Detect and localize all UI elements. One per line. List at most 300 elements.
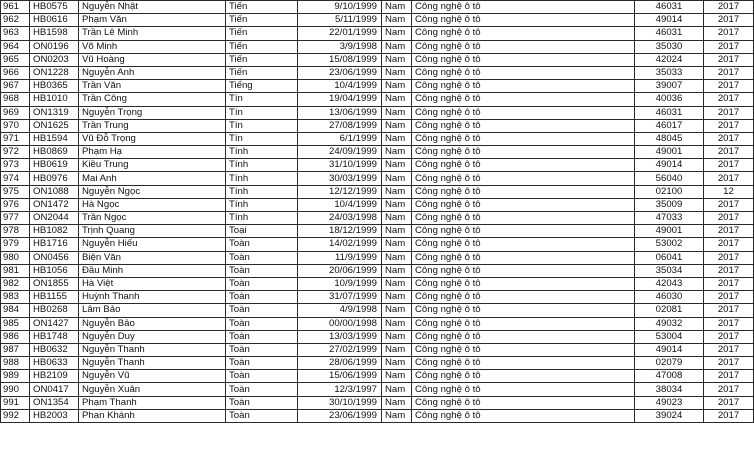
major-cell: Công nghệ ô tô [412,343,635,356]
birth-date-cell: 20/06/1999 [298,264,382,277]
year-cell: 2017 [704,1,754,14]
student-code-cell: HB0365 [30,80,79,93]
first-name-cell: Toàn [226,409,298,422]
table-row [1,80,754,93]
first-name-cell: Tiến [226,66,298,79]
year-cell: 2017 [704,251,754,264]
last-middle-name-cell: Nguyễn Vũ [79,370,226,383]
student-code-cell: ON2044 [30,212,79,225]
gender-cell: Nam [382,264,412,277]
table-row [1,225,754,238]
table-row [1,27,754,40]
table-row [1,93,754,106]
last-middle-name-cell: Hà Ngọc [79,198,226,211]
year-cell: 2017 [704,14,754,27]
row-number-cell: 984 [1,304,30,317]
birth-date-cell: 15/06/1999 [298,370,382,383]
birth-date-cell: 24/09/1999 [298,146,382,159]
year-cell: 2017 [704,238,754,251]
student-code-cell: HB1598 [30,27,79,40]
table-row [1,357,754,370]
birth-date-cell: 13/06/1999 [298,106,382,119]
gender-cell: Nam [382,146,412,159]
table-row [1,146,754,159]
student-code-cell: ON1354 [30,396,79,409]
year-cell: 2017 [704,159,754,172]
year-cell: 2017 [704,212,754,225]
table-row [1,251,754,264]
school-code-cell: 46031 [635,1,704,14]
birth-date-cell: 5/11/1999 [298,14,382,27]
first-name-cell: Tiến [226,14,298,27]
major-cell: Công nghệ ô tô [412,14,635,27]
school-code-cell: 47008 [635,370,704,383]
table-row [1,172,754,185]
birth-date-cell: 28/06/1999 [298,357,382,370]
year-cell: 2017 [704,66,754,79]
school-code-cell: 49023 [635,396,704,409]
table-row [1,132,754,145]
table-row [1,238,754,251]
year-cell: 2017 [704,330,754,343]
first-name-cell: Toại [226,225,298,238]
school-code-cell: 49014 [635,343,704,356]
first-name-cell: Toàn [226,291,298,304]
school-code-cell: 49014 [635,14,704,27]
year-cell: 2017 [704,106,754,119]
last-middle-name-cell: Trịnh Quang [79,225,226,238]
major-cell: Công nghệ ô tô [412,159,635,172]
gender-cell: Nam [382,132,412,145]
year-cell: 2017 [704,383,754,396]
table-row [1,330,754,343]
last-middle-name-cell: Biện Văn [79,251,226,264]
school-code-cell: 46031 [635,106,704,119]
school-code-cell: 48045 [635,132,704,145]
table-row [1,1,754,14]
table-row [1,370,754,383]
school-code-cell: 35034 [635,264,704,277]
year-cell: 2017 [704,53,754,66]
year-cell: 2017 [704,40,754,53]
student-code-cell: HB1155 [30,291,79,304]
school-code-cell: 38034 [635,383,704,396]
row-number-cell: 972 [1,146,30,159]
gender-cell: Nam [382,277,412,290]
birth-date-cell: 27/08/1999 [298,119,382,132]
row-number-cell: 964 [1,40,30,53]
year-cell: 2017 [704,119,754,132]
first-name-cell: Tín [226,132,298,145]
student-code-cell: HB2109 [30,370,79,383]
last-middle-name-cell: Huỳnh Thanh [79,291,226,304]
last-middle-name-cell: Kiều Trung [79,159,226,172]
first-name-cell: Tiến [226,40,298,53]
major-cell: Công nghệ ô tô [412,317,635,330]
major-cell: Công nghệ ô tô [412,238,635,251]
school-code-cell: 46017 [635,119,704,132]
row-number-cell: 983 [1,291,30,304]
student-code-cell: ON0417 [30,383,79,396]
student-code-cell: HB2003 [30,409,79,422]
year-cell: 2017 [704,264,754,277]
gender-cell: Nam [382,409,412,422]
table-row [1,106,754,119]
birth-date-cell: 30/10/1999 [298,396,382,409]
birth-date-cell: 4/9/1998 [298,304,382,317]
row-number-cell: 968 [1,93,30,106]
school-code-cell: 35009 [635,198,704,211]
first-name-cell: Tính [226,172,298,185]
school-code-cell: 02079 [635,357,704,370]
row-number-cell: 979 [1,238,30,251]
gender-cell: Nam [382,212,412,225]
row-number-cell: 988 [1,357,30,370]
student-code-cell: ON0196 [30,40,79,53]
row-number-cell: 986 [1,330,30,343]
gender-cell: Nam [382,304,412,317]
gender-cell: Nam [382,330,412,343]
table-row [1,53,754,66]
gender-cell: Nam [382,357,412,370]
major-cell: Công nghệ ô tô [412,80,635,93]
table-row [1,185,754,198]
last-middle-name-cell: Nguyễn Thanh [79,357,226,370]
row-number-cell: 977 [1,212,30,225]
student-code-cell: ON1855 [30,277,79,290]
row-number-cell: 990 [1,383,30,396]
first-name-cell: Tính [226,185,298,198]
last-middle-name-cell: Phạm Văn [79,14,226,27]
birth-date-cell: 22/01/1999 [298,27,382,40]
first-name-cell: Tiến [226,53,298,66]
first-name-cell: Tiến [226,1,298,14]
birth-date-cell: 13/03/1999 [298,330,382,343]
school-code-cell: 35033 [635,66,704,79]
major-cell: Công nghệ ô tô [412,277,635,290]
gender-cell: Nam [382,66,412,79]
table-row [1,212,754,225]
gender-cell: Nam [382,119,412,132]
year-cell: 2017 [704,225,754,238]
first-name-cell: Toàn [226,277,298,290]
table-row [1,66,754,79]
year-cell: 2017 [704,396,754,409]
last-middle-name-cell: Vũ Hoàng [79,53,226,66]
last-middle-name-cell: Võ Minh [79,40,226,53]
gender-cell: Nam [382,80,412,93]
major-cell: Công nghệ ô tô [412,132,635,145]
major-cell: Công nghệ ô tô [412,251,635,264]
major-cell: Công nghệ ô tô [412,185,635,198]
last-middle-name-cell: Nguyễn Nhật [79,1,226,14]
student-code-cell: ON1088 [30,185,79,198]
first-name-cell: Toàn [226,357,298,370]
school-code-cell: 47033 [635,212,704,225]
year-cell: 2017 [704,93,754,106]
birth-date-cell: 31/10/1999 [298,159,382,172]
student-code-cell: HB1056 [30,264,79,277]
table-body [1,1,754,423]
birth-date-cell: 12/12/1999 [298,185,382,198]
student-code-cell: ON1625 [30,119,79,132]
birth-date-cell: 27/02/1999 [298,343,382,356]
major-cell: Công nghệ ô tô [412,330,635,343]
first-name-cell: Toàn [226,304,298,317]
last-middle-name-cell: Trần Lê Minh [79,27,226,40]
last-middle-name-cell: Nguyễn Anh [79,66,226,79]
major-cell: Công nghệ ô tô [412,357,635,370]
gender-cell: Nam [382,53,412,66]
row-number-cell: 980 [1,251,30,264]
school-code-cell: 40036 [635,93,704,106]
birth-date-cell: 6/1/1999 [298,132,382,145]
major-cell: Công nghệ ô tô [412,383,635,396]
student-code-cell: ON1427 [30,317,79,330]
year-cell: 2017 [704,146,754,159]
row-number-cell: 967 [1,80,30,93]
first-name-cell: Toàn [226,317,298,330]
school-code-cell: 56040 [635,172,704,185]
last-middle-name-cell: Trần Trung [79,119,226,132]
last-middle-name-cell: Nguyễn Thanh [79,343,226,356]
gender-cell: Nam [382,343,412,356]
row-number-cell: 975 [1,185,30,198]
school-code-cell: 39024 [635,409,704,422]
major-cell: Công nghệ ô tô [412,119,635,132]
last-middle-name-cell: Trần Ngọc [79,212,226,225]
major-cell: Công nghệ ô tô [412,396,635,409]
table-row [1,40,754,53]
first-name-cell: Tiếng [226,80,298,93]
gender-cell: Nam [382,225,412,238]
table-row [1,343,754,356]
gender-cell: Nam [382,317,412,330]
birth-date-cell: 18/12/1999 [298,225,382,238]
row-number-cell: 985 [1,317,30,330]
table-row [1,119,754,132]
row-number-cell: 987 [1,343,30,356]
student-code-cell: HB0268 [30,304,79,317]
last-middle-name-cell: Nguyễn Xuân [79,383,226,396]
birth-date-cell: 15/08/1999 [298,53,382,66]
school-code-cell: 49032 [635,317,704,330]
student-code-cell: ON1319 [30,106,79,119]
table-row [1,264,754,277]
row-number-cell: 989 [1,370,30,383]
major-cell: Công nghệ ô tô [412,370,635,383]
gender-cell: Nam [382,1,412,14]
last-middle-name-cell: Nguyễn Trọng [79,106,226,119]
gender-cell: Nam [382,185,412,198]
table-row [1,14,754,27]
first-name-cell: Toàn [226,251,298,264]
first-name-cell: Toàn [226,238,298,251]
student-code-cell: HB1594 [30,132,79,145]
school-code-cell: 49001 [635,225,704,238]
major-cell: Công nghệ ô tô [412,40,635,53]
last-middle-name-cell: Nguyễn Bảo [79,317,226,330]
school-code-cell: 49001 [635,146,704,159]
major-cell: Công nghệ ô tô [412,212,635,225]
table-row [1,304,754,317]
school-code-cell: 35030 [635,40,704,53]
birth-date-cell: 10/4/1999 [298,198,382,211]
gender-cell: Nam [382,27,412,40]
birth-date-cell: 11/9/1999 [298,251,382,264]
row-number-cell: 961 [1,1,30,14]
school-code-cell: 53004 [635,330,704,343]
year-cell: 2017 [704,198,754,211]
student-code-cell: HB0575 [30,1,79,14]
student-code-cell: HB0869 [30,146,79,159]
table-row [1,159,754,172]
school-code-cell: 53002 [635,238,704,251]
year-cell: 2017 [704,291,754,304]
major-cell: Công nghệ ô tô [412,291,635,304]
school-code-cell: 46030 [635,291,704,304]
year-cell: 2017 [704,409,754,422]
birth-date-cell: 12/3/1997 [298,383,382,396]
table-row [1,396,754,409]
table-row [1,198,754,211]
birth-date-cell: 00/00/1998 [298,317,382,330]
student-code-cell: HB0976 [30,172,79,185]
major-cell: Công nghệ ô tô [412,93,635,106]
birth-date-cell: 23/06/1999 [298,409,382,422]
gender-cell: Nam [382,251,412,264]
major-cell: Công nghệ ô tô [412,53,635,66]
row-number-cell: 962 [1,14,30,27]
last-middle-name-cell: Phạm Thanh [79,396,226,409]
year-cell: 2017 [704,370,754,383]
table-row [1,317,754,330]
table-row [1,409,754,422]
major-cell: Công nghệ ô tô [412,27,635,40]
gender-cell: Nam [382,40,412,53]
major-cell: Công nghệ ô tô [412,409,635,422]
last-middle-name-cell: Trần Công [79,93,226,106]
first-name-cell: Toàn [226,396,298,409]
gender-cell: Nam [382,106,412,119]
gender-cell: Nam [382,14,412,27]
school-code-cell: 02081 [635,304,704,317]
major-cell: Công nghệ ô tô [412,146,635,159]
major-cell: Công nghệ ô tô [412,66,635,79]
student-code-cell: HB1716 [30,238,79,251]
row-number-cell: 982 [1,277,30,290]
birth-date-cell: 30/03/1999 [298,172,382,185]
student-code-cell: HB0632 [30,343,79,356]
year-cell: 2017 [704,357,754,370]
last-middle-name-cell: Nguyễn Duy [79,330,226,343]
first-name-cell: Toàn [226,370,298,383]
student-code-cell: HB0633 [30,357,79,370]
row-number-cell: 970 [1,119,30,132]
row-number-cell: 976 [1,198,30,211]
row-number-cell: 992 [1,409,30,422]
major-cell: Công nghệ ô tô [412,264,635,277]
student-code-cell: ON1228 [30,66,79,79]
last-middle-name-cell: Phạm Hạ [79,146,226,159]
first-name-cell: Toàn [226,383,298,396]
major-cell: Công nghệ ô tô [412,172,635,185]
student-code-cell: HB0619 [30,159,79,172]
student-code-cell: ON0456 [30,251,79,264]
birth-date-cell: 10/4/1999 [298,80,382,93]
row-number-cell: 969 [1,106,30,119]
first-name-cell: Tín [226,119,298,132]
row-number-cell: 971 [1,132,30,145]
year-cell: 2017 [704,343,754,356]
year-cell: 2017 [704,80,754,93]
birth-date-cell: 14/02/1999 [298,238,382,251]
last-middle-name-cell: Đầu Minh [79,264,226,277]
school-code-cell: 42024 [635,53,704,66]
last-middle-name-cell: Nguyễn Ngọc [79,185,226,198]
birth-date-cell: 3/9/1998 [298,40,382,53]
first-name-cell: Toàn [226,264,298,277]
first-name-cell: Toàn [226,343,298,356]
school-code-cell: 02100 [635,185,704,198]
birth-date-cell: 24/03/1998 [298,212,382,225]
year-cell: 12 [704,185,754,198]
school-code-cell: 49014 [635,159,704,172]
last-middle-name-cell: Nguyễn Hiếu [79,238,226,251]
row-number-cell: 965 [1,53,30,66]
school-code-cell: 42043 [635,277,704,290]
major-cell: Công nghệ ô tô [412,106,635,119]
first-name-cell: Tín [226,93,298,106]
birth-date-cell: 31/07/1999 [298,291,382,304]
school-code-cell: 46031 [635,27,704,40]
first-name-cell: Tính [226,212,298,225]
first-name-cell: Tính [226,146,298,159]
birth-date-cell: 10/9/1999 [298,277,382,290]
last-middle-name-cell: Phan Khánh [79,409,226,422]
student-code-cell: HB1082 [30,225,79,238]
first-name-cell: Tín [226,106,298,119]
last-middle-name-cell: Vũ Đỗ Trọng [79,132,226,145]
student-code-cell: ON0203 [30,53,79,66]
year-cell: 2017 [704,27,754,40]
first-name-cell: Toàn [226,330,298,343]
birth-date-cell: 19/04/1999 [298,93,382,106]
last-middle-name-cell: Lâm Bảo [79,304,226,317]
gender-cell: Nam [382,291,412,304]
gender-cell: Nam [382,238,412,251]
gender-cell: Nam [382,159,412,172]
row-number-cell: 978 [1,225,30,238]
last-middle-name-cell: Mai Anh [79,172,226,185]
first-name-cell: Tính [226,198,298,211]
birth-date-cell: 23/06/1999 [298,66,382,79]
first-name-cell: Tính [226,159,298,172]
gender-cell: Nam [382,172,412,185]
gender-cell: Nam [382,396,412,409]
major-cell: Công nghệ ô tô [412,304,635,317]
year-cell: 2017 [704,317,754,330]
row-number-cell: 974 [1,172,30,185]
year-cell: 2017 [704,132,754,145]
birth-date-cell: 9/10/1999 [298,1,382,14]
row-number-cell: 991 [1,396,30,409]
row-number-cell: 973 [1,159,30,172]
major-cell: Công nghệ ô tô [412,1,635,14]
gender-cell: Nam [382,198,412,211]
last-middle-name-cell: Hà Việt [79,277,226,290]
gender-cell: Nam [382,370,412,383]
